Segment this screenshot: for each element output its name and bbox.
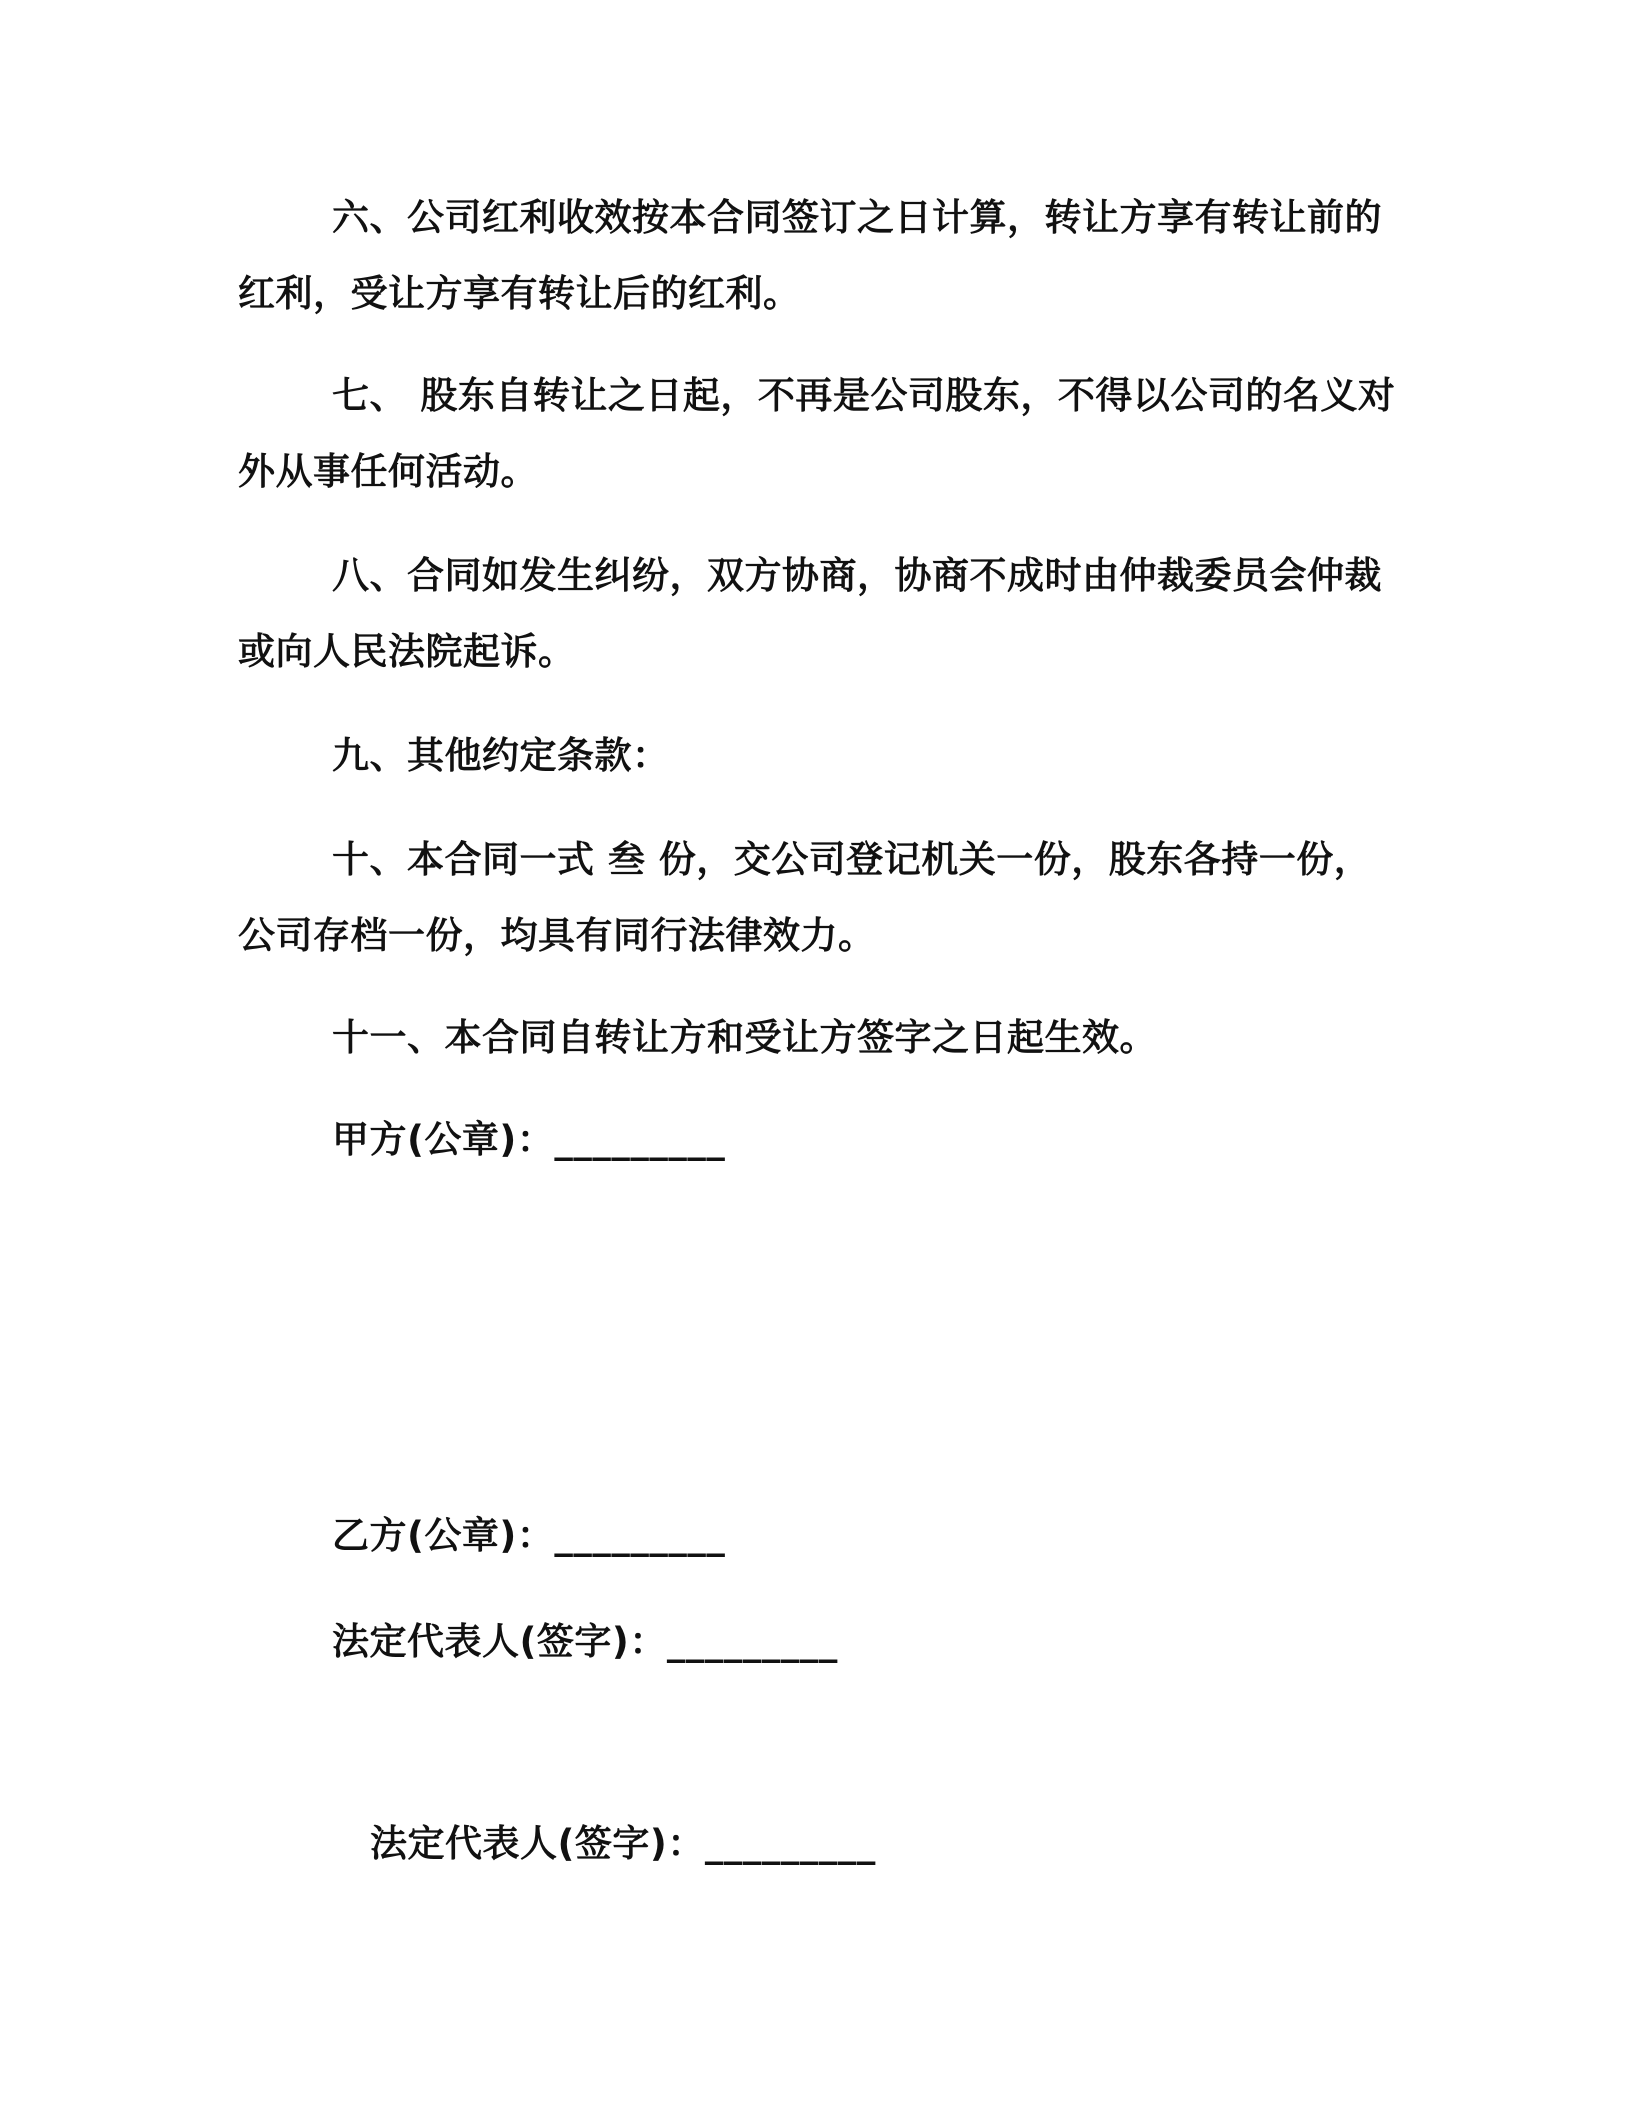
clause-six-line-2: 红利，受让方享有转让后的红利。 [238,272,801,315]
party-a-seal-line: 甲方(公章)：_________ [332,1118,726,1161]
clause-seven-line-1: 七、 股东自转让之日起，不再是公司股东，不得以公司的名义对 [332,374,1396,417]
party-b-seal-line: 乙方(公章)：_________ [332,1514,726,1557]
clause-ten-line-2: 公司存档一份，均具有同行法律效力。 [238,914,876,957]
clause-eleven-line-1: 十一、本合同自转让方和受让方签字之日起生效。 [332,1016,1157,1059]
clause-ten-line-1: 十、本合同一式 叁 份，交公司登记机关一份，股东各持一份， [332,838,1372,881]
clause-eight-line-2: 或向人民法院起诉。 [238,630,576,673]
clause-seven-line-2: 外从事任何活动。 [238,450,538,493]
legal-representative-signature-line-2: 法定代表人(签字)：_________ [370,1822,876,1865]
legal-representative-signature-line-1: 法定代表人(签字)：_________ [332,1620,838,1663]
clause-six-line-1: 六、公司红利收效按本合同签订之日计算，转让方享有转让前的 [332,196,1382,239]
clause-nine-line-1: 九、其他约定条款： [332,734,670,777]
clause-eight-line-1: 八、合同如发生纠纷，双方协商，协商不成时由仲裁委员会仲裁 [332,554,1382,597]
